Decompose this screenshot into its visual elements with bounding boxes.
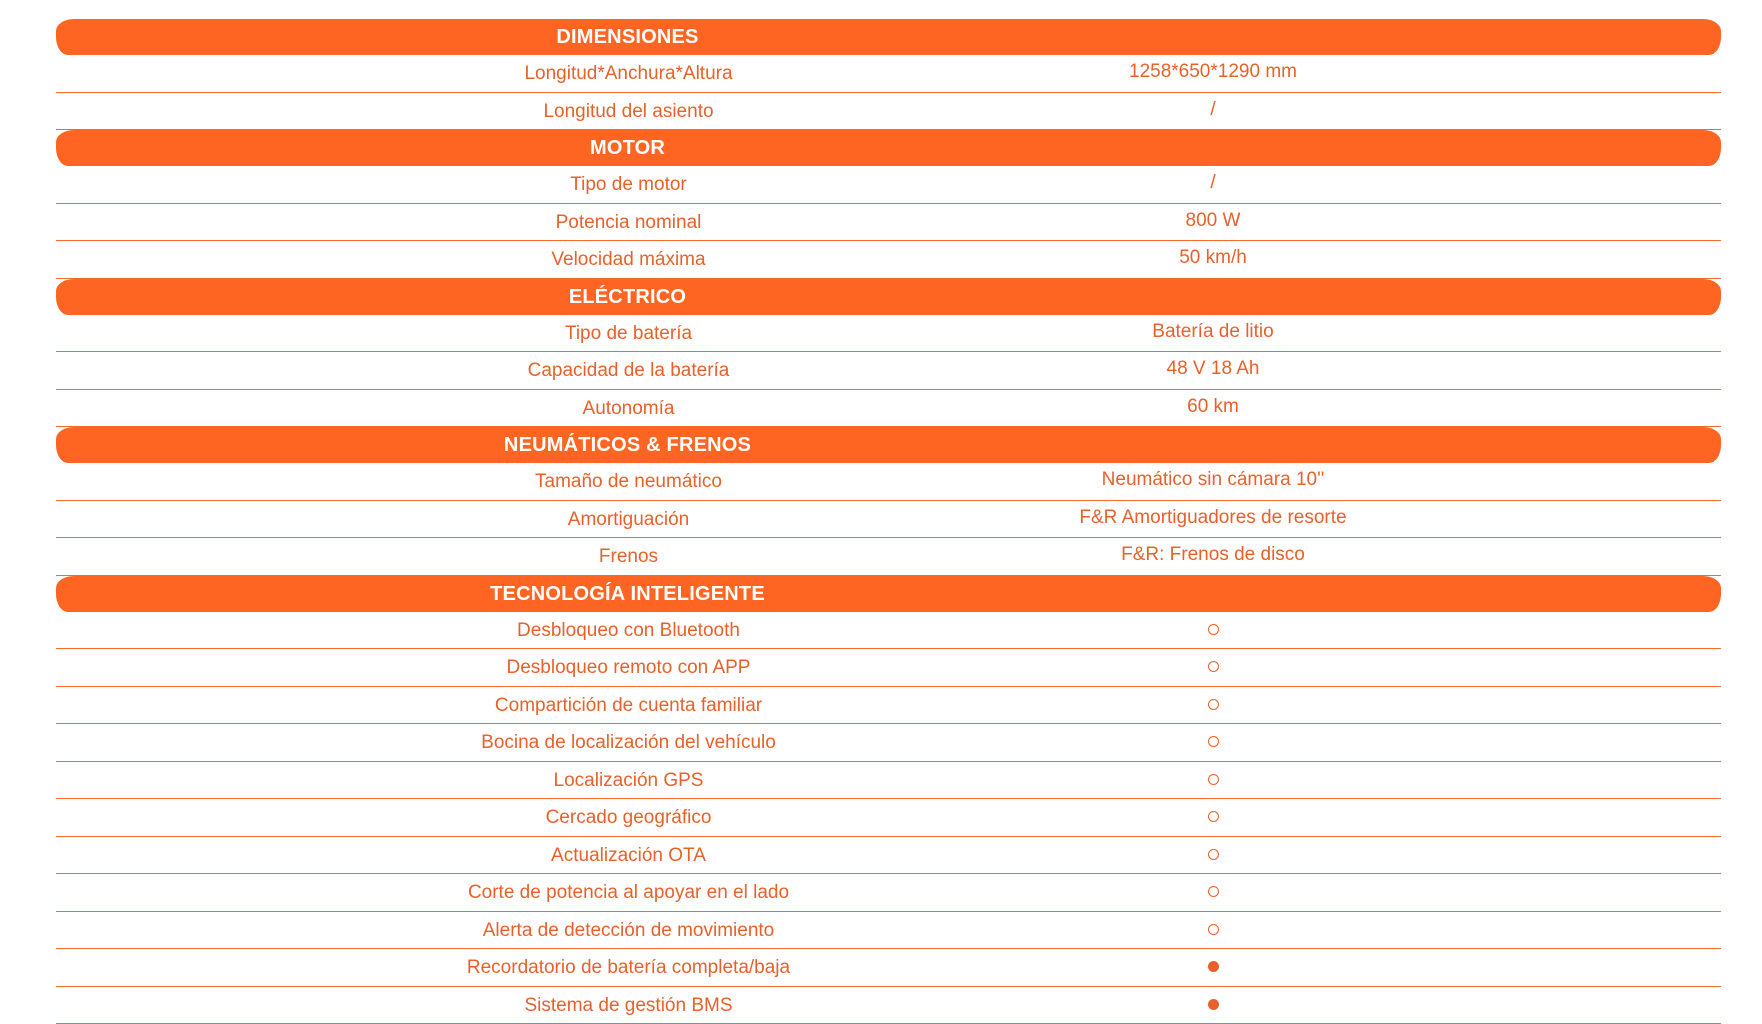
spec-row	[56, 724, 1721, 762]
spec-label: Capacidad de la batería	[396, 360, 861, 382]
spec-value: /	[926, 172, 1500, 194]
section-title: NEUMÁTICOS & FRENOS	[56, 427, 1199, 463]
spec-value: F&R: Frenos de disco	[926, 544, 1500, 566]
spec-row	[56, 241, 1721, 279]
spec-label: Longitud*Anchura*Altura	[396, 63, 861, 85]
spec-label: Desbloqueo remoto con APP	[396, 657, 861, 679]
spec-label: Compartición de cuenta familiar	[396, 695, 861, 717]
hollow-circle-icon	[1208, 849, 1219, 860]
spec-value: F&R Amortiguadores de resorte	[926, 507, 1500, 529]
spec-value: Neumático sin cámara 10''	[926, 469, 1500, 491]
spec-label: Actualización OTA	[396, 845, 861, 867]
spec-label: Frenos	[396, 546, 861, 568]
spec-section	[56, 130, 1721, 279]
filled-circle-icon	[1208, 999, 1219, 1010]
spec-row	[56, 949, 1721, 987]
hollow-circle-icon	[1208, 661, 1219, 672]
hollow-circle-icon	[1208, 886, 1219, 897]
spec-row	[56, 799, 1721, 837]
availability-cell	[926, 730, 1500, 752]
availability-cell	[926, 993, 1500, 1015]
availability-cell	[926, 693, 1500, 715]
spec-label: Localización GPS	[396, 770, 861, 792]
spec-value: 48 V 18 Ah	[926, 358, 1500, 380]
spec-label: Corte de potencia al apoyar en el lado	[396, 882, 861, 904]
spec-label: Autonomía	[396, 398, 861, 420]
section-header-band	[56, 576, 1721, 612]
section-header-band	[56, 427, 1721, 463]
spec-label: Sistema de gestión BMS	[396, 995, 861, 1017]
spec-section	[56, 427, 1721, 576]
spec-label: Recordatorio de batería completa/baja	[396, 957, 861, 979]
spec-value: 60 km	[926, 396, 1500, 418]
section-title: MOTOR	[56, 130, 1199, 166]
spec-section	[56, 279, 1721, 428]
section-title: ELÉCTRICO	[56, 279, 1199, 315]
spec-label: Cercado geográfico	[396, 807, 861, 829]
section-title: DIMENSIONES	[56, 19, 1199, 55]
spec-row	[56, 987, 1721, 1024]
availability-cell	[926, 768, 1500, 790]
spec-value: Batería de litio	[926, 321, 1500, 343]
availability-cell	[926, 955, 1500, 977]
hollow-circle-icon	[1208, 699, 1219, 710]
availability-cell	[926, 843, 1500, 865]
spec-label: Amortiguación	[396, 509, 861, 531]
spec-table	[56, 19, 1721, 1024]
spec-label: Tipo de batería	[396, 323, 861, 345]
spec-row	[56, 501, 1721, 539]
spec-row	[56, 874, 1721, 912]
spec-row	[56, 352, 1721, 390]
spec-row	[56, 166, 1721, 204]
availability-cell	[926, 880, 1500, 902]
filled-circle-icon	[1208, 961, 1219, 972]
spec-row	[56, 687, 1721, 725]
spec-value: 1258*650*1290 mm	[926, 61, 1500, 83]
spec-row	[56, 837, 1721, 875]
spec-label: Desbloqueo con Bluetooth	[396, 620, 861, 642]
spec-label: Alerta de detección de movimiento	[396, 920, 861, 942]
spec-label: Potencia nominal	[396, 212, 861, 234]
availability-cell	[926, 805, 1500, 827]
section-header-band	[56, 19, 1721, 55]
spec-row	[56, 55, 1721, 93]
spec-value: 800 W	[926, 210, 1500, 232]
spec-section	[56, 576, 1721, 1024]
availability-cell	[926, 655, 1500, 677]
spec-label: Longitud del asiento	[396, 101, 861, 123]
spec-row	[56, 390, 1721, 428]
spec-label: Bocina de localización del vehículo	[396, 732, 861, 754]
hollow-circle-icon	[1208, 624, 1219, 635]
spec-row	[56, 93, 1721, 131]
section-header-band	[56, 130, 1721, 166]
spec-row	[56, 649, 1721, 687]
section-header-band	[56, 279, 1721, 315]
spec-row	[56, 204, 1721, 242]
availability-cell	[926, 618, 1500, 640]
spec-section	[56, 19, 1721, 130]
spec-row	[56, 315, 1721, 353]
spec-row	[56, 538, 1721, 576]
hollow-circle-icon	[1208, 811, 1219, 822]
availability-cell	[926, 918, 1500, 940]
spec-row	[56, 912, 1721, 950]
spec-row	[56, 612, 1721, 650]
hollow-circle-icon	[1208, 774, 1219, 785]
spec-label: Tipo de motor	[396, 174, 861, 196]
section-title: TECNOLOGÍA INTELIGENTE	[56, 576, 1199, 612]
spec-value: /	[926, 99, 1500, 121]
spec-value: 50 km/h	[926, 247, 1500, 269]
hollow-circle-icon	[1208, 736, 1219, 747]
spec-label: Tamaño de neumático	[396, 471, 861, 493]
spec-row	[56, 762, 1721, 800]
hollow-circle-icon	[1208, 924, 1219, 935]
spec-row	[56, 463, 1721, 501]
spec-label: Velocidad máxima	[396, 249, 861, 271]
